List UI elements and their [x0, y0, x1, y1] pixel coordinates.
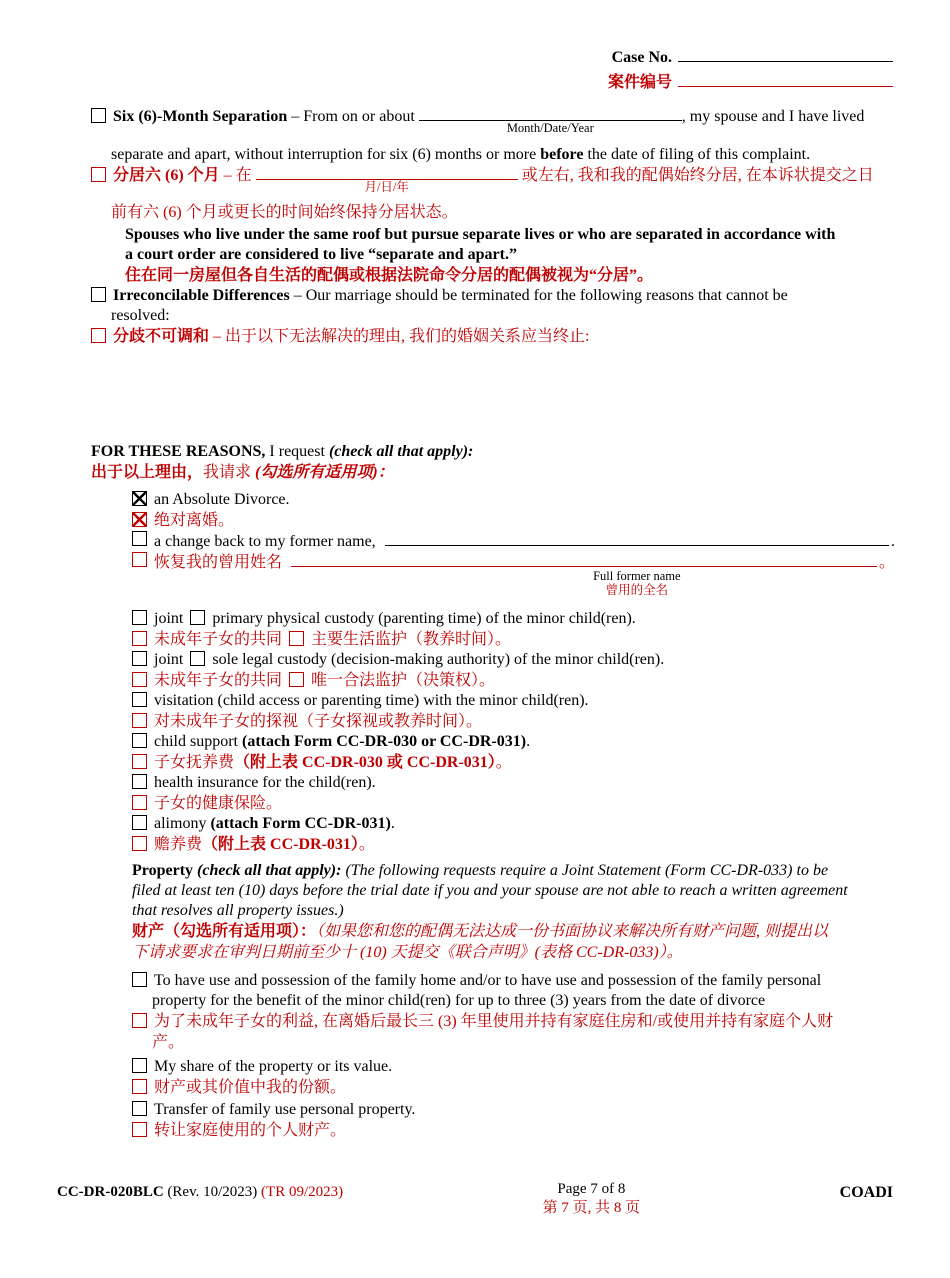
- health-insurance-row-zh: [132, 793, 895, 814]
- visitation-row-en: [132, 691, 895, 711]
- alimony-form-en: (attach Form CC-DR-031): [210, 815, 391, 832]
- property-share-checkbox-en[interactable]: [132, 1058, 147, 1073]
- alimony-row-zh: [132, 834, 895, 855]
- irreconcilable-title-en: Irreconcilable Differences: [113, 287, 290, 304]
- name-change-checkbox-zh[interactable]: [132, 552, 147, 567]
- property-check-all-en: (check all that apply):: [197, 862, 346, 879]
- health-insurance-label-zh: 子女的健康保险。: [154, 795, 283, 812]
- case-number-input-en[interactable]: [678, 48, 893, 62]
- page-number-block: [543, 1180, 641, 1218]
- visitation-checkbox-zh[interactable]: [132, 713, 147, 728]
- joint-sole-custody-row-en: [132, 650, 895, 670]
- separate-apart-note-zh: [125, 265, 895, 286]
- visitation-label-en: visitation (child access or parenting time) with the minor child(ren).: [154, 692, 589, 709]
- joint-label-en: joint: [154, 610, 184, 627]
- family-home-use-row-en: [132, 971, 895, 1011]
- date-format-caption-zh: 月/日/年: [364, 180, 409, 194]
- alimony-period-en: .: [390, 815, 395, 832]
- name-change-period-en: .: [891, 533, 895, 550]
- form-body: [91, 107, 895, 1141]
- six-month-separation-title-en: Six (6)-Month Separation: [113, 108, 288, 125]
- property-note-en-line2: filed at least ten (10) days before the trial date if you and your spouse are not able to reach a written agreement: [132, 882, 848, 899]
- child-support-period-en: .: [526, 733, 531, 750]
- irreconcilable-checkbox-en[interactable]: [91, 287, 106, 302]
- divorce-form-page: [0, 48, 950, 1278]
- child-support-form-en: (attach Form CC-DR-030 or CC-DR-031): [242, 733, 527, 750]
- separation-line2-text-zh: 前有六 (6) 个月或更长的时间始终保持分居状态。: [111, 204, 458, 221]
- page-number-en: Page 7 of 8: [557, 1181, 626, 1197]
- alimony-checkbox-en[interactable]: [132, 815, 147, 830]
- irreconcilable-title-zh: 分歧不可调和: [113, 328, 210, 345]
- child-support-label-zh: 子女抚养费: [154, 754, 235, 771]
- absolute-divorce-row-en: [132, 490, 895, 510]
- child-support-form-zh: （附上表 CC-DR-030 或 CC-DR-031）: [234, 754, 496, 771]
- property-note-en-line1: (The following requests require a Joint Statement (Form CC-DR-033) to be: [345, 862, 829, 879]
- child-support-row-zh: [132, 752, 895, 773]
- former-name-input-en[interactable]: [385, 532, 889, 597]
- health-insurance-checkbox-zh[interactable]: [132, 795, 147, 810]
- former-name-caption-en: Full former name: [593, 569, 681, 583]
- joint-legal-label-en: joint: [154, 651, 184, 668]
- request-heading-italic-zh: (勾选所有适用项)：: [255, 464, 394, 481]
- property-heading-en: [132, 861, 895, 921]
- request-heading-mid-en: I request: [265, 443, 329, 460]
- request-heading-italic-en: (check all that apply):: [328, 443, 474, 460]
- visitation-label-zh: 对未成年子女的探视（子女探视或教养时间）。: [154, 713, 483, 730]
- property-share-label-en: My share of the property or its value.: [154, 1058, 393, 1075]
- child-support-label-en: child support: [154, 733, 242, 750]
- family-home-use-label-en-line1: To have use and possession of the family home and/or to have use and possession of the family personal: [154, 972, 822, 989]
- alimony-row-en: [132, 814, 895, 834]
- property-note-en-line3: that resolves all property issues.): [132, 902, 344, 919]
- name-change-checkbox-en[interactable]: [132, 531, 147, 546]
- alimony-checkbox-zh[interactable]: [132, 836, 147, 851]
- sole-custody-label-en: sole legal custody (decision-making authority) of the minor child(ren).: [212, 651, 665, 668]
- transfer-property-checkbox-zh[interactable]: [132, 1122, 147, 1137]
- alimony-label-en: alimony: [154, 815, 211, 832]
- transfer-property-label-zh: 转让家庭使用的个人财产。: [154, 1122, 347, 1139]
- six-month-separation-row-zh: [91, 165, 895, 194]
- six-month-separation-checkbox-zh[interactable]: [91, 167, 106, 182]
- joint-primary-custody-row-en: [132, 609, 895, 629]
- request-heading-zh: [91, 462, 895, 483]
- family-home-use-checkbox-en[interactable]: [132, 972, 147, 987]
- irreconcilable-text-en: – Our marriage should be terminated for the following reasons that cannot be: [293, 287, 788, 304]
- primary-custody-label-zh: 主要生活监护（教养时间）。: [311, 631, 512, 648]
- property-share-row-en: [132, 1057, 895, 1077]
- alimony-period-zh: 。: [358, 836, 375, 853]
- visitation-checkbox-en[interactable]: [132, 692, 147, 707]
- property-share-checkbox-zh[interactable]: [132, 1079, 147, 1094]
- property-title-en: Property: [132, 862, 198, 879]
- six-month-separation-title-zh: 分居六 (6) 个月: [113, 167, 220, 184]
- joint-sole-custody-row-zh: [132, 670, 895, 691]
- request-heading-bold-en: FOR THESE REASONS,: [91, 443, 266, 460]
- six-month-separation-line2-en: [91, 145, 895, 165]
- absolute-divorce-row-zh: [132, 510, 895, 531]
- family-home-use-checkbox-zh[interactable]: [132, 1013, 147, 1028]
- child-support-checkbox-en[interactable]: [132, 733, 147, 748]
- visitation-row-zh: [132, 711, 895, 732]
- request-heading-bold-zh: 出于以上理由，: [91, 464, 204, 481]
- family-home-use-row-zh: [132, 1011, 895, 1053]
- transfer-property-label-en: Transfer of family use personal property.: [154, 1101, 416, 1118]
- six-month-separation-checkbox-en[interactable]: [91, 108, 106, 123]
- joint-label-zh: 未成年子女的共同: [154, 631, 283, 648]
- separation-line2-bold: before: [540, 146, 584, 163]
- name-change-label-en: a change back to my former name,: [154, 533, 376, 550]
- child-support-period-zh: 。: [495, 754, 512, 771]
- irreconcilable-row-zh: [91, 326, 895, 347]
- case-no-label-zh: 案件编号: [607, 74, 672, 91]
- name-change-label-zh: 恢复我的曾用姓名: [154, 554, 283, 571]
- former-name-caption-zh: 曾用的全名: [605, 583, 669, 597]
- property-title-zh: 财产（勾选所有适用项）：: [132, 923, 317, 940]
- separation-line2-tail: the date of filing of this complaint.: [583, 146, 811, 163]
- health-insurance-row-en: [132, 773, 895, 793]
- separation-date-input-zh[interactable]: [256, 166, 518, 194]
- property-share-row-zh: [132, 1077, 895, 1098]
- six-month-separation-row-en: [91, 107, 895, 135]
- property-heading-zh: [132, 921, 895, 963]
- six-month-separation-text-zh: – 在: [223, 167, 252, 184]
- primary-custody-checkbox-zh[interactable]: [289, 631, 304, 646]
- note-line-2: a court order are considered to live “separate and apart.”: [125, 246, 517, 263]
- separate-apart-note-en: [125, 225, 895, 265]
- sole-custody-label-zh: 唯一合法监护（决策权）。: [311, 672, 496, 689]
- form-revision: (Rev. 10/2023): [163, 1184, 262, 1200]
- form-code: CC-DR-020BLC: [57, 1184, 164, 1200]
- primary-custody-label-en: primary physical custody (parenting time) of the minor child(ren).: [212, 610, 636, 627]
- irreconcilable-text-en-line2: resolved:: [111, 307, 170, 324]
- request-checklist: [91, 490, 895, 1141]
- property-note-zh-line1: （如果您和您的配偶无法达成一份书面协议来解决所有财产问题, 则提出以: [316, 923, 829, 940]
- six-month-separation-tail-en: , my spouse and I have lived: [681, 108, 865, 125]
- joint-custody-checkbox-zh[interactable]: [132, 631, 147, 646]
- property-note-zh-line2: 下请求要求在审判日期前至少十 (10) 天提交《联合声明》(表格 CC-DR-033)）。: [132, 944, 683, 961]
- page-number-zh: 第 7 页, 共 8 页: [542, 1200, 641, 1216]
- primary-custody-checkbox-en[interactable]: [190, 610, 205, 625]
- joint-legal-custody-checkbox-en[interactable]: [132, 651, 147, 666]
- absolute-divorce-checkbox-zh[interactable]: [132, 512, 147, 527]
- absolute-divorce-checkbox-en[interactable]: [132, 491, 147, 506]
- name-change-period-zh: 。: [878, 554, 895, 571]
- form-translation: (TR 09/2023): [261, 1184, 344, 1200]
- joint-primary-custody-row-zh: [132, 629, 895, 650]
- note-zh-text: 住在同一房屋但各自生活的配偶或根据法院命令分居的配偶被视为“分居”。: [125, 267, 654, 284]
- transfer-property-checkbox-en[interactable]: [132, 1101, 147, 1116]
- irreconcilable-row-en: [91, 286, 895, 326]
- six-month-separation-text-en: – From on or about: [291, 108, 415, 125]
- note-line-1: Spouses who live under the same roof but pursue separate lives or who are separated in accordance with: [125, 226, 836, 243]
- sole-custody-checkbox-en[interactable]: [190, 651, 205, 666]
- joint-custody-checkbox-en[interactable]: [132, 610, 147, 625]
- alimony-form-zh: （附上表 CC-DR-031）: [202, 836, 359, 853]
- page-footer: [57, 1180, 893, 1218]
- form-code-line: [57, 1183, 343, 1202]
- case-no-label-en: Case No.: [611, 49, 672, 66]
- child-support-checkbox-zh[interactable]: [132, 754, 147, 769]
- irreconcilable-text-zh: – 出于以下无法解决的理由, 我们的婚姻关系应当终止:: [213, 328, 590, 345]
- coadi-code: COADI: [839, 1184, 893, 1201]
- case-number-line-en: [612, 48, 893, 68]
- former-name-input-zh[interactable]: [291, 553, 877, 567]
- transfer-property-row-zh: [132, 1120, 895, 1141]
- health-insurance-label-en: health insurance for the child(ren).: [154, 774, 376, 791]
- property-share-label-zh: 财产或其价值中我的份额。: [154, 1079, 347, 1096]
- six-month-separation-line2-zh: [91, 202, 895, 223]
- absolute-divorce-label-zh: 绝对离婚。: [154, 512, 235, 529]
- separation-line2-text: separate and apart, without interruption for six (6) months or more: [111, 146, 541, 163]
- transfer-property-row-en: [132, 1100, 895, 1120]
- absolute-divorce-label-en: an Absolute Divorce.: [154, 491, 290, 508]
- separation-date-input-en[interactable]: [419, 107, 682, 135]
- family-home-use-label-zh-line1: 为了未成年子女的利益, 在离婚后最长三 (3) 年里使用并持有家庭住房和/或使用并持有家庭个人财: [154, 1013, 834, 1030]
- case-number-input-zh[interactable]: [678, 73, 893, 87]
- case-number-line-zh: [608, 73, 893, 93]
- sole-custody-checkbox-zh[interactable]: [289, 672, 304, 687]
- family-home-use-label-zh-line2: 产。: [152, 1034, 185, 1051]
- date-format-caption-en: Month/Date/Year: [506, 121, 594, 135]
- family-home-use-label-en-line2: property for the benefit of the minor child(ren) for up to three (3) years from the date of divorce: [152, 992, 766, 1009]
- six-month-separation-tail-zh: 或左右, 我和我的配偶始终分居, 在本诉状提交之日: [521, 167, 874, 184]
- case-number-block: [0, 48, 893, 93]
- request-heading-mid-zh: 我请求: [203, 464, 256, 481]
- alimony-label-zh: 赡养费: [154, 836, 203, 853]
- request-heading-en: [91, 442, 895, 462]
- child-support-row-en: [132, 732, 895, 752]
- health-insurance-checkbox-en[interactable]: [132, 774, 147, 789]
- joint-legal-custody-checkbox-zh[interactable]: [132, 672, 147, 687]
- irreconcilable-checkbox-zh[interactable]: [91, 328, 106, 343]
- joint-legal-label-zh: 未成年子女的共同: [154, 672, 283, 689]
